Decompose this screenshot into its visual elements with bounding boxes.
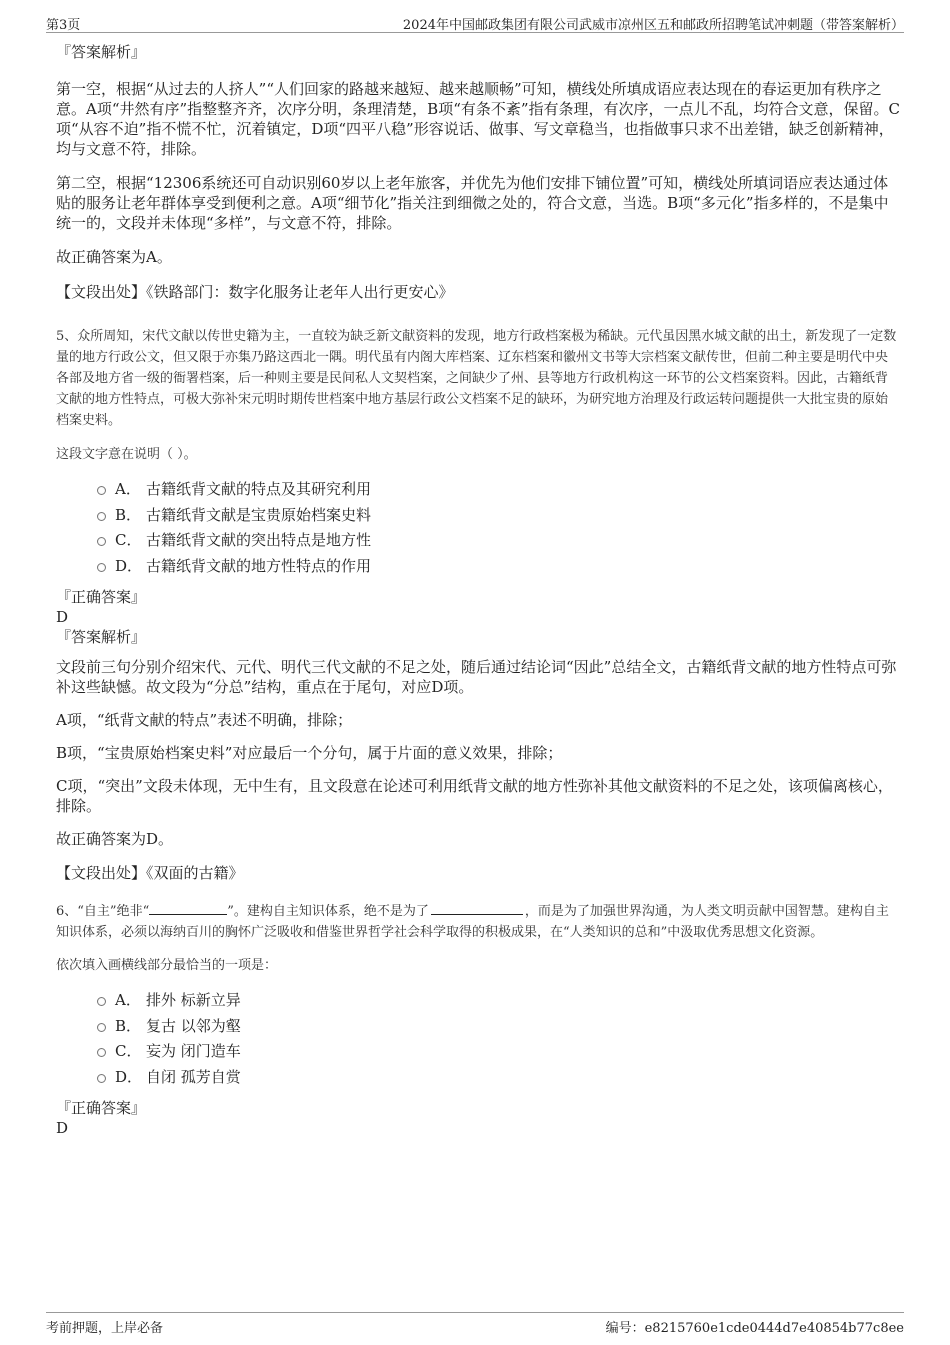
option-text: 古籍纸背文献的地方性特点的作用 — [146, 556, 372, 575]
option-c[interactable] — [56, 530, 900, 556]
conclusion-text: 故正确答案为D。 — [56, 830, 174, 848]
option-letter: B． — [115, 505, 142, 524]
option-letter: A． — [115, 480, 141, 498]
option-text: 自闭 孤芳自赏 — [146, 1067, 241, 1086]
option-letter: C． — [115, 531, 142, 549]
radio-button[interactable] — [97, 486, 106, 495]
option-letter: B． — [115, 1016, 142, 1035]
question-6-prompt: 依次填入画横线部分最恰当的一项是： — [56, 958, 278, 973]
document-id: 编号：e8215760e1cde0444d7e40854b77c8ee — [605, 1321, 904, 1336]
radio-button[interactable] — [97, 1023, 106, 1032]
fill-blank — [431, 900, 523, 915]
page-header — [46, 12, 904, 33]
answer-value: D — [56, 1119, 69, 1137]
option-text: 复古 以邻为壑 — [146, 1016, 241, 1035]
option-a[interactable] — [56, 479, 900, 505]
question-6-options — [56, 990, 900, 1092]
answer-value: D — [56, 608, 69, 626]
question-6-part: ”。建构自主知识体系，绝不是为了 — [227, 904, 429, 919]
radio-button[interactable] — [97, 1074, 106, 1083]
document-title: 2024年中国邮政集团有限公司武威市凉州区五和邮政所招聘笔试冲刺题（带答案解析） — [402, 18, 904, 33]
source-citation: 【文段出处】《铁路部门：数字化服务让老年人出行更安心》 — [56, 283, 454, 301]
option-d[interactable] — [56, 1067, 900, 1093]
option-text: 排外 标新立异 — [146, 991, 241, 1009]
option-b[interactable] — [56, 505, 900, 531]
option-a[interactable] — [56, 990, 900, 1016]
analysis-paragraph: C项，“突出”文段未体现，无中生有，且文段意在论述可利用纸背文献的地方性弥补其他文献资料的不足之处，该项偏离核心，排除。 — [56, 777, 893, 815]
option-letter: C． — [115, 1042, 142, 1060]
option-d[interactable] — [56, 556, 900, 582]
answer-label: 『正确答案』 — [56, 1099, 147, 1117]
analysis-label: 『答案解析』 — [56, 43, 147, 61]
option-c[interactable] — [56, 1041, 900, 1067]
question-6-part: ，而是为了加强世界沟通，为人类文明贡献中国智慧。建构自主知识体系，必须以海纳百川的胸怀广泛吸收和借鉴世界哲学社会科学取得的积极成果，在“人类知识的总和”中汲取优秀思想文化资源。 — [56, 904, 889, 940]
fill-blank — [149, 900, 227, 915]
question-5-options — [56, 479, 900, 581]
option-letter: D． — [115, 1067, 143, 1086]
analysis-paragraph: 第一空，根据“从过去的人挤人”“人们回家的路越来越短、越来越顺畅”可知，横线处所填成语应表达现在的春运更加有秩序之意。A项“井然有序”指整整齐齐，次序分明，条理清楚，B项“有条不紊”指有条理，有次序，一点儿不乱，均符合文意，保留。C项“从容不迫”指不慌不忙，沉着镇定，D项“四平八稳”形容说话、做事、写文章稳当，也指做事只求不出差错，缺乏创新精神，均与文意不符，排除。 — [56, 80, 901, 158]
question-6-text — [56, 900, 900, 943]
option-text: 妄为 闭门造车 — [146, 1042, 241, 1060]
page-number: 第3页 — [46, 18, 81, 33]
option-b[interactable] — [56, 1016, 900, 1042]
option-letter: A． — [115, 991, 141, 1009]
radio-button[interactable] — [97, 563, 106, 572]
answer-label: 『正确答案』 — [56, 588, 147, 606]
analysis-paragraph: A项，“纸背文献的特点”表述不明确，排除； — [56, 711, 353, 729]
footer-slogan: 考前押题，上岸必备 — [46, 1321, 164, 1336]
radio-button[interactable] — [97, 537, 106, 546]
analysis-label: 『答案解析』 — [56, 628, 147, 646]
option-text: 古籍纸背文献的特点及其研究利用 — [146, 480, 372, 498]
page-footer — [46, 1312, 904, 1339]
question-5-text: 5、众所周知，宋代文献以传世史籍为主，一直较为缺乏新文献资料的发现，地方行政档案极为稀缺。元代虽因黑水城文献的出土，新发现了一定数量的地方行政公文，但又限于亦集乃路这西北一隅。明代虽有内阁大库档案、辽东档案和徽州文书等大宗档案文献传世，但前二种主要是明代中央各部及地方省一级的衙署档案，后一种则主要是民间私人文契档案，之间缺少了州、县等地方行政机构这一环节的公文档案资料。因此，古籍纸背文献的地方性特点，可极大弥补宋元明时期传世档案中地方基层行政公文档案不足的缺环，为研究地方治理及行政运转问题提供一大批宝贵的原始档案史料。 — [56, 329, 897, 428]
radio-button[interactable] — [97, 997, 106, 1006]
source-citation: 【文段出处】《双面的古籍》 — [56, 864, 244, 882]
analysis-paragraph: 第二空，根据“12306系统还可自动识别60岁以上老年旅客，并优先为他们安排下铺位置”可知，横线处所填词语应表达通过体贴的服务让老年群体享受到便利之意。A项“细节化”指关注到细微之处的，符合文意，当选。B项“多元化”指多样的，不是集中统一的，文段并未体现“多样”，与文意不符，排除。 — [56, 174, 889, 232]
option-text: 古籍纸背文献的突出特点是地方性 — [146, 531, 372, 549]
option-letter: D． — [115, 556, 143, 575]
option-text: 古籍纸背文献是宝贵原始档案史料 — [146, 505, 372, 524]
question-5-prompt: 这段文字意在说明（ ）。 — [56, 447, 197, 462]
radio-button[interactable] — [97, 512, 106, 521]
analysis-paragraph: B项，“宝贵原始档案史料”对应最后一个分句，属于片面的意义效果，排除； — [56, 744, 563, 762]
conclusion-text: 故正确答案为A。 — [56, 248, 172, 266]
radio-button[interactable] — [97, 1048, 106, 1057]
page-content — [56, 42, 900, 1138]
analysis-paragraph: 文段前三句分别介绍宋代、元代、明代三代文献的不足之处，随后通过结论词“因此”总结全文，古籍纸背文献的地方性特点可弥补这些缺憾。故文段为“分总”结构，重点在于尾句，对应D项。 — [56, 658, 897, 696]
question-6-part: 6、“自主”绝非“ — [56, 904, 150, 919]
